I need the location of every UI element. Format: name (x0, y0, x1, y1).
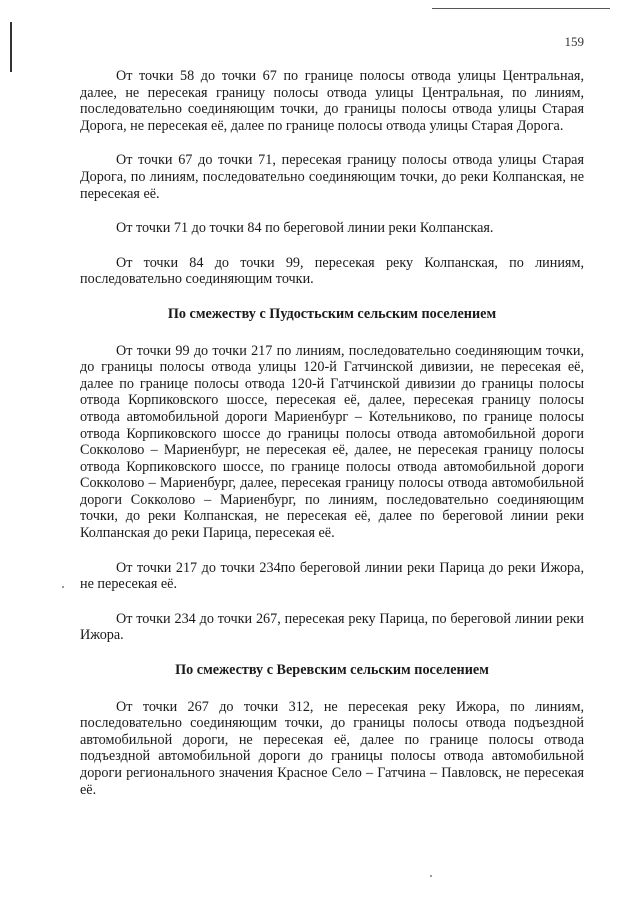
paragraph: От точки 67 до точки 71, пересекая границу полосы отвода улицы Старая Дорога, по линиям, последовательно соединяющим точки, до реки Колпанская, не пересекая её. (80, 152, 584, 202)
paragraph: От точки 84 до точки 99, пересекая реку Колпанская, по линиям, последовательно соединяющим точки. (80, 254, 584, 288)
scan-edge-mark (10, 22, 12, 72)
scan-top-line (432, 8, 610, 9)
scan-speck (62, 586, 64, 588)
paragraph: От точки 217 до точки 234по береговой линии реки Парица до реки Ижора, не пересекая её. (80, 559, 584, 593)
section-heading: По смежеству с Пудостьским сельским поселением (167, 305, 497, 322)
paragraph: От точки 267 до точки 312, не пересекая реку Ижора, по линиям, последовательно соединяющим точки, до границы полосы отвода подъездной автомобильной дороги, не пересекая её, далее по границе полосы отвода подъездной автомобильной дороги до границы полосы отвода автомобильной дороги регионального значения Красное Село – Гатчина – Павловск, не пересекая её. (80, 698, 584, 798)
paragraph: От точки 71 до точки 84 по береговой линии реки Колпанская. (116, 220, 494, 237)
paragraph: От точки 99 до точки 217 по линиям, последовательно соединяющим точки, до границы полосы отвода улицы 120-й Гатчинской дивизии, не пересекая её, далее по границе полосы отвода 120-й Гатчинской дивизии до границы полосы отвода Корпиковского шоссе, пересекая её, далее, пересекая границу полосы отвода автомобильной дороги Мариенбург – Котельниково, по границе полосы отвода Корпиковского шоссе до границы полосы отвода автомобильной дороги Сокколово – Мариенбург, не пересекая её, далее, не пересекая границу полосы отвода Корпиковского шоссе, по границе полосы отвода автомобильной дороги Сокколово – Мариенбург, далее, пересекая границу полосы отвода автомобильной дороги Сокколово – Мариенбург, по линиям, последовательно соединяющим точки, до реки Колпанская, не пересекая её, далее по береговой линии реки Колпанская до реки Парица, пересекая её. (80, 342, 584, 542)
section-heading: По смежеству с Веревским сельским поселением (175, 662, 489, 679)
paragraph: От точки 58 до точки 67 по границе полосы отвода улицы Центральная, далее, не пересекая границу полосы отвода улицы Центральная, по линиям, последовательно соединяющим точки, до границы полосы отвода улицы Старая Дорога, не пересекая её, далее по границе полосы отвода улицы Старая Дорога. (80, 68, 584, 134)
page-number: 159 (564, 34, 584, 49)
paragraph: От точки 234 до точки 267, пересекая реку Парица, по береговой линии реки Ижора. (80, 610, 584, 644)
scan-speck (430, 875, 432, 877)
document-body (80, 68, 584, 816)
